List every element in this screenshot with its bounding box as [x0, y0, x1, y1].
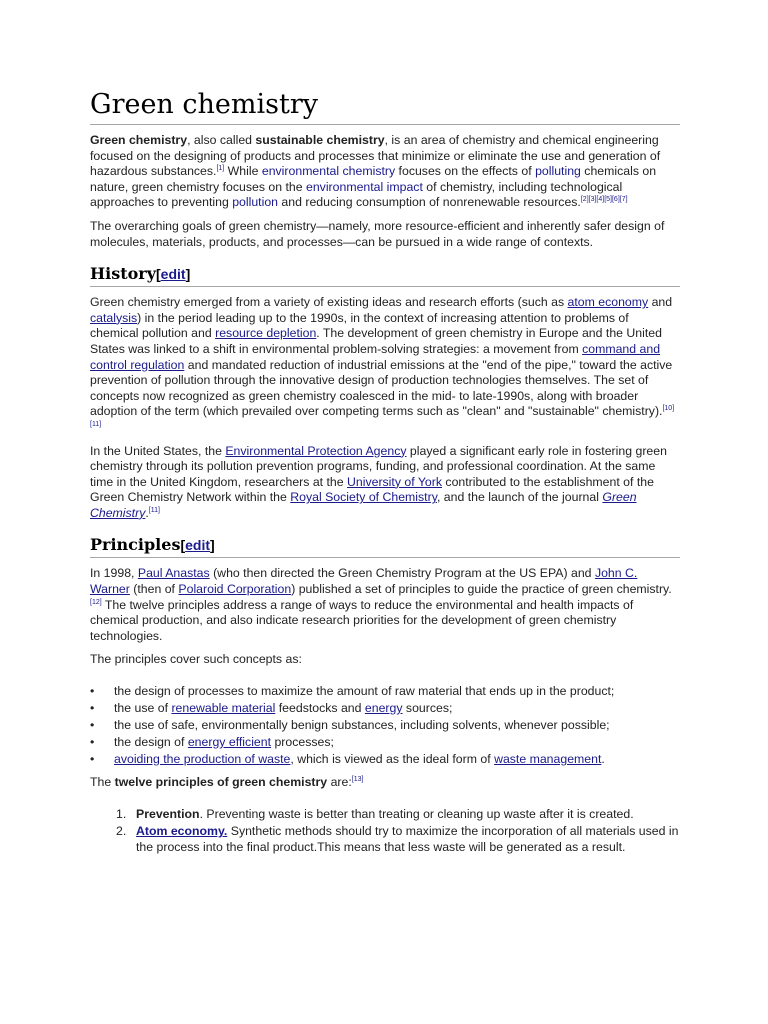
citation[interactable]: [1] — [216, 165, 225, 173]
link-command-and-control[interactable]: command and control regulation — [90, 341, 661, 372]
concepts-list — [90, 683, 680, 768]
link-energy-efficient[interactable]: energy efficient — [187, 735, 272, 750]
term-bold: Green chemistry — [90, 133, 188, 147]
section-heading-history: History[edit] — [90, 263, 680, 287]
link-atom-economy[interactable]: atom economy — [567, 295, 649, 310]
link-john-warner[interactable]: John C. Warner — [90, 566, 638, 597]
citation[interactable]: [12] — [90, 598, 102, 606]
edit-link[interactable]: edit — [160, 266, 186, 283]
link-atom-economy-principle[interactable]: Atom economy. — [136, 824, 228, 839]
link-paul-anastas[interactable]: Paul Anastas — [137, 566, 210, 581]
link-university-of-york[interactable]: University of York — [347, 474, 443, 489]
citation[interactable]: [10][11] — [90, 405, 675, 428]
history-paragraph: Green chemistry emerged from a variety of existing ideas and research efforts (such as atom economy and catalysis) in the period leading up to the 1990s, in the context of increasing attention to problems of chemical pollution and resource depletion. The development of green chemistry in Europe and the United States was linked to a shift in environmental problem-solving strategies: a movement from command and control regulation and mandated reduction of industrial emissions at the "end of the pipe," toward the active prevention of pollution through the innovative design of production technologies themselves. The set of concepts now recognized as green chemistry coalesced in the mid- to late-1990s, along with broader adoption of the term (which prevailed over competing terms such as "clean" and "sustainable" chemistry).[10][11] — [90, 295, 675, 428]
history-paragraph-2: In the United States, the Environmental Protection Agency played a significant early role in fostering green chemistry through its pollution prevention programs, funding, and professional coordination. At the same time in the United Kingdom, researchers at the University of York contributed to the establishment of the Green Chemistry Network within the Royal Society of Chemistry, and the launch of the journal Green Chemistry.[11] — [90, 443, 667, 520]
list-item: • the use of safe, environmentally benign substances, including solvents, whenever possible; — [90, 717, 680, 734]
link-green-chemistry-journal[interactable]: Green Chemistry — [90, 490, 637, 520]
link-avoiding-waste[interactable]: avoiding the production of waste — [114, 752, 291, 767]
principles-list — [90, 807, 680, 856]
link-epa[interactable]: Environmental Protection Agency — [225, 443, 407, 458]
link-renewable-material[interactable]: renewable material — [171, 701, 276, 716]
citation[interactable]: [13] — [351, 776, 364, 784]
list-item: • the use of renewable material feedstocks and energy sources; — [90, 700, 680, 717]
link-environmental-chemistry[interactable]: environmental chemistry — [261, 164, 396, 179]
edit-link[interactable]: edit — [185, 537, 211, 554]
principles-paragraph: In 1998, Paul Anastas (who then directed the Green Chemistry Program at the US EPA) and John C. Warner (then of Polaroid Corporation) published a set of principles to guide the practice of green chemistry.[12] The twelve principles address a range of ways to reduce the environmental and health impacts of chemical production, and also indicate research priorities for the development of green chemistry technologies. — [90, 566, 672, 643]
article — [90, 88, 680, 855]
intro-paragraph-2: The overarching goals of green chemistry—namely, more resource-efficient and inherently safer design of molecules, materials, products, and processes—can be pursued in a wide range of contexts. — [90, 218, 665, 249]
link-resource-depletion[interactable]: resource depletion — [215, 326, 317, 341]
section-heading-principles: Principles[edit] — [90, 534, 680, 558]
list-item: 1. Prevention. Preventing waste is better than treating or cleaning up waste after it is created. — [116, 806, 634, 821]
link-polluting[interactable]: polluting — [535, 164, 581, 179]
list-item: • the design of energy efficient processes; — [90, 734, 680, 751]
list-item: 2. Atom economy. Synthetic methods should try to maximize the incorporation of all materials used in the process into the final product.This means that less waste will be generated as a result. — [116, 824, 679, 854]
list-item: • avoiding the production of waste, which is viewed as the ideal form of waste management. — [90, 751, 680, 768]
twelve-principles-intro: The twelve principles of green chemistry are:[13] — [90, 775, 364, 790]
link-energy[interactable]: energy — [364, 701, 403, 716]
term-bold: twelve principles of green chemistry — [114, 775, 328, 790]
intro-paragraph: Green chemistry, also called sustainable chemistry, is an area of chemistry and chemical engineering focused on the designing of products and processes that minimize or eliminate the use and generation of hazardous substances.[1] While environmental chemistry focuses on the effects of polluting chemicals on nature, green chemistry focuses on the environmental impact of chemistry, including technological approaches to preventing pollution and reducing consumption of nonrenewable resources.[2][3][4][5][6][7] — [90, 133, 661, 210]
citation[interactable]: [11] — [148, 506, 160, 514]
list-item: • the design of processes to maximize the amount of raw material that ends up in the product; — [90, 683, 680, 700]
link-polaroid[interactable]: Polaroid Corporation — [178, 582, 292, 597]
link-waste-management[interactable]: waste management — [494, 752, 602, 767]
page-title: Green chemistry — [90, 88, 680, 125]
link-royal-society[interactable]: Royal Society of Chemistry — [290, 490, 437, 505]
link-pollution[interactable]: pollution — [232, 195, 279, 210]
citation[interactable]: [2][3][4][5][6][7] — [580, 196, 628, 204]
term-bold: sustainable chemistry — [255, 133, 385, 147]
link-catalysis[interactable]: catalysis — [90, 310, 138, 325]
link-environmental-impact[interactable]: environmental impact — [306, 179, 423, 194]
principles-intro: The principles cover such concepts as: — [90, 652, 302, 667]
